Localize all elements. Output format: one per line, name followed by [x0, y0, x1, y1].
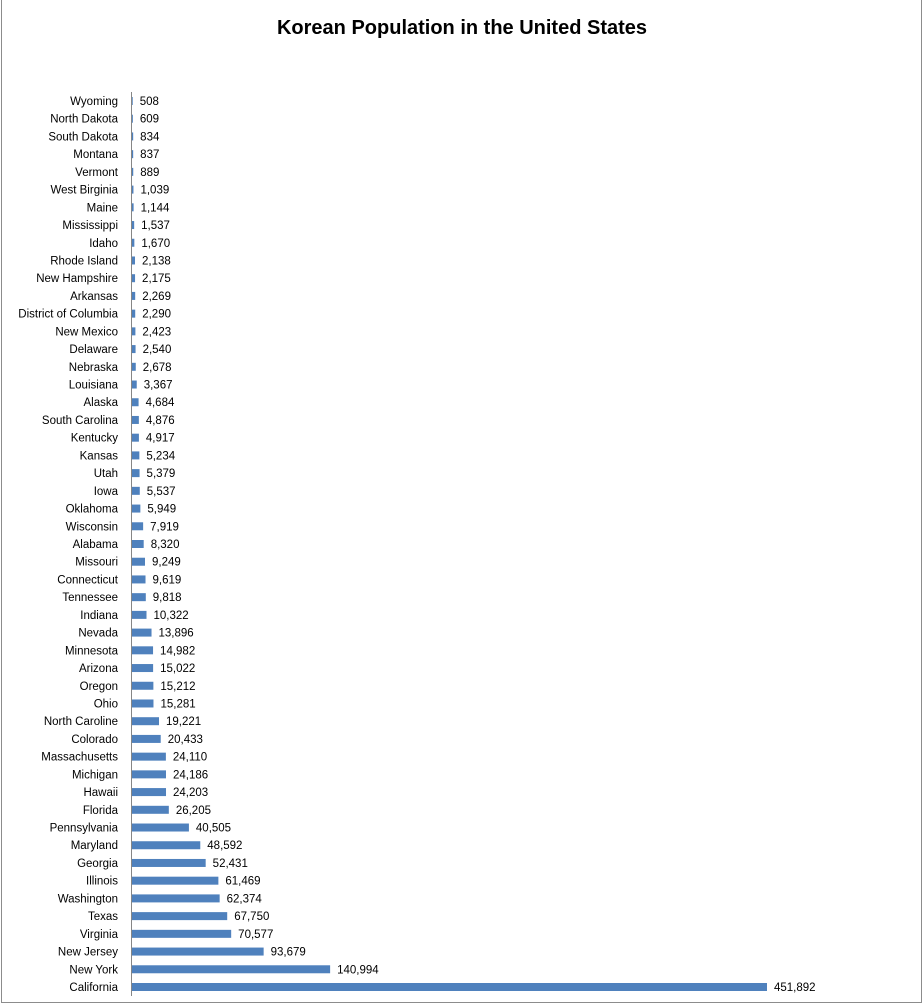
category-label: Montana	[73, 149, 118, 162]
bar	[132, 398, 139, 406]
data-label: 2,540	[142, 344, 172, 357]
bar	[132, 894, 220, 902]
category-label: Washington	[57, 893, 118, 906]
category-label: Tennessee	[62, 592, 118, 605]
bar	[132, 203, 134, 211]
data-label: 3,367	[143, 379, 173, 392]
data-label: 2,290	[142, 308, 171, 321]
bar	[132, 824, 189, 832]
category-label: Utah	[93, 468, 118, 481]
bar	[132, 664, 153, 672]
data-label: 48,592	[207, 840, 243, 853]
category-label: Michigan	[71, 769, 118, 782]
category-label: Maine	[86, 202, 118, 215]
data-label: 5,537	[146, 485, 176, 498]
category-label: Vermont	[75, 166, 118, 179]
category-label: Ohio	[93, 698, 118, 711]
bar	[132, 97, 133, 105]
category-label: Massachusetts	[41, 751, 118, 764]
data-label: 15,022	[160, 663, 196, 676]
category-label: Kentucky	[70, 432, 118, 445]
data-label: 451,892	[774, 982, 816, 994]
bar	[132, 575, 146, 583]
data-label: 9,818	[152, 592, 182, 605]
bar	[132, 770, 166, 778]
data-label: 5,379	[146, 468, 176, 481]
bar	[132, 983, 767, 991]
bar	[132, 948, 264, 956]
data-label: 13,896	[158, 627, 194, 640]
data-label: 9,249	[151, 556, 181, 569]
bar	[132, 256, 135, 264]
category-label: Pennsylvania	[49, 822, 118, 835]
data-label: 20,433	[167, 733, 203, 746]
category-label: Oregon	[79, 680, 118, 693]
bar	[132, 451, 139, 459]
category-label: North Caroline	[43, 716, 118, 729]
data-label: 1,144	[140, 202, 170, 215]
bar	[132, 558, 145, 566]
bar	[132, 416, 139, 424]
data-label: 15,281	[160, 698, 196, 711]
bar	[132, 115, 133, 123]
category-label: Wisconsin	[65, 521, 118, 534]
category-label: Iowa	[93, 485, 118, 498]
category-label: Oklahoma	[65, 503, 118, 516]
bar	[132, 292, 135, 300]
category-label: Georgia	[77, 857, 118, 870]
data-label: 140,994	[337, 964, 379, 977]
bar	[132, 611, 147, 619]
data-label: 7,919	[150, 521, 179, 534]
data-label: 2,423	[142, 326, 172, 339]
bar	[132, 221, 134, 229]
bar	[132, 469, 140, 477]
category-label: South Carolina	[41, 414, 118, 427]
bar	[132, 735, 161, 743]
bar	[132, 841, 200, 849]
bar	[132, 540, 144, 548]
bar	[132, 505, 140, 513]
category-label: Connecticut	[57, 574, 118, 587]
bar	[132, 132, 133, 140]
category-label: Colorado	[71, 733, 118, 746]
category-label: Hawaii	[83, 787, 118, 800]
category-label: Nebraska	[68, 361, 118, 374]
bar	[132, 345, 136, 353]
data-label: 5,234	[146, 450, 176, 463]
category-label: California	[69, 982, 118, 994]
category-label: Illinois	[86, 875, 118, 888]
bar	[132, 487, 140, 495]
data-label: 1,670	[141, 237, 171, 250]
bar	[132, 327, 135, 335]
data-label: 24,110	[172, 751, 208, 764]
category-label: Arkansas	[70, 290, 118, 303]
bar	[132, 363, 136, 371]
chart-title: Korean Population in the United States	[276, 17, 648, 39]
bar	[132, 912, 227, 920]
category-label: North Dakota	[50, 113, 118, 126]
data-label: 2,678	[142, 361, 172, 374]
data-label: 2,175	[142, 273, 171, 286]
data-label: 889	[140, 166, 160, 179]
category-label: Arizona	[79, 663, 118, 676]
data-label: 609	[139, 113, 160, 126]
bar	[132, 965, 330, 973]
bar	[132, 310, 135, 318]
data-label: 70,577	[238, 928, 274, 941]
data-label: 15,212	[160, 680, 196, 693]
data-label: 4,684	[145, 397, 175, 410]
bar	[132, 593, 146, 601]
bar	[132, 629, 152, 637]
category-label: Minnesota	[64, 645, 118, 658]
data-label: 24,186	[172, 769, 209, 782]
category-label: South Dakota	[48, 131, 118, 144]
data-label: 19,221	[166, 716, 202, 729]
category-label: New Jersey	[57, 946, 118, 959]
bar	[132, 434, 139, 442]
bar	[132, 239, 134, 247]
data-label: 2,269	[142, 290, 171, 303]
category-label: New York	[69, 964, 118, 977]
bar	[132, 753, 166, 761]
bar	[132, 186, 133, 194]
data-label: 4,876	[145, 414, 175, 427]
data-label: 40,505	[195, 822, 232, 835]
data-label: 14,982	[160, 645, 196, 658]
category-label: Wyoming	[70, 96, 118, 108]
category-label: Alaska	[83, 397, 118, 410]
data-label: 2,138	[142, 255, 171, 268]
category-label: Texas	[87, 911, 118, 924]
category-label: Virginia	[79, 928, 118, 941]
bar	[132, 168, 133, 176]
data-label: 10,322	[153, 609, 189, 622]
bar	[132, 381, 137, 389]
bar	[132, 859, 206, 867]
category-label: New Mexico	[55, 326, 118, 339]
data-label: 26,205	[175, 804, 212, 817]
data-label: 837	[140, 149, 160, 162]
data-label: 62,374	[226, 893, 262, 906]
data-label: 4,917	[145, 432, 175, 445]
data-label: 67,750	[234, 911, 270, 924]
bar	[132, 930, 231, 938]
category-label: Florida	[82, 804, 118, 817]
category-label: West Birginia	[50, 184, 118, 197]
bar	[132, 522, 143, 530]
category-label: Indiana	[80, 609, 118, 622]
data-label: 93,679	[270, 946, 306, 959]
category-label: Mississippi	[62, 220, 118, 233]
bar	[132, 682, 153, 690]
category-label: Missouri	[75, 556, 118, 569]
data-label: 1,039	[140, 184, 170, 197]
data-label: 9,619	[152, 574, 182, 587]
category-label: Louisiana	[68, 379, 118, 392]
category-label: Nevada	[78, 627, 118, 640]
data-label: 52,431	[212, 857, 248, 870]
bar	[132, 788, 166, 796]
bar	[132, 699, 153, 707]
bar	[132, 150, 133, 158]
data-label: 508	[139, 96, 159, 108]
category-label: District of Columbia	[18, 308, 118, 321]
category-label: Alabama	[72, 539, 118, 551]
category-label: Kansas	[79, 450, 118, 463]
data-label: 1,537	[141, 220, 170, 233]
data-label: 61,469	[225, 875, 261, 888]
category-label: Maryland	[70, 840, 118, 853]
data-label: 5,949	[147, 503, 177, 516]
data-label: 834	[140, 131, 160, 144]
category-label: Delaware	[69, 344, 118, 357]
bar	[132, 717, 159, 725]
bar	[132, 646, 153, 654]
bar	[132, 274, 135, 282]
bar	[132, 877, 218, 885]
category-label: Rhode Island	[50, 255, 118, 268]
category-label: Idaho	[89, 237, 118, 250]
category-label: New Hampshire	[36, 273, 118, 286]
data-label: 8,320	[150, 539, 180, 551]
bar	[132, 806, 169, 814]
data-label: 24,203	[173, 787, 209, 800]
